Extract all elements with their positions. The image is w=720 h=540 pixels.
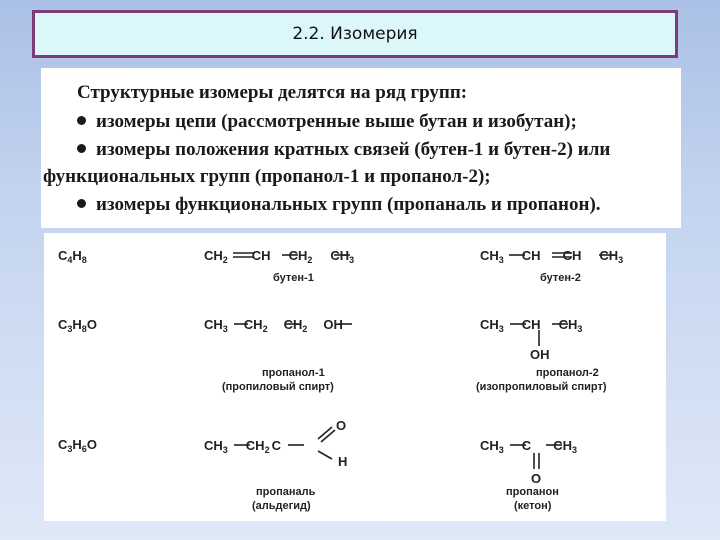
propanal-oxygen: O bbox=[336, 418, 347, 433]
propanal-trivial-name: (альдегид) bbox=[252, 500, 311, 512]
text-panel bbox=[41, 68, 681, 228]
formula-row2: $C_3H_8O$ bbox=[58, 317, 97, 334]
propanone-structure: $CH_3$ C $CH_3$ bbox=[480, 438, 577, 455]
bullet-item-functional bbox=[77, 194, 601, 216]
propanone-name: пропанон bbox=[506, 486, 559, 498]
formula-row1: $C_4H_8$ bbox=[58, 248, 87, 265]
butene1-name: бутен-1 bbox=[273, 272, 314, 284]
propanol2-trivial-name: (изопропиловый спирт) bbox=[476, 381, 607, 393]
propanal-hydrogen: H bbox=[338, 454, 348, 469]
butene2-structure: $CH_3$ CH CH $CH_3$ bbox=[480, 248, 624, 265]
propanol2-oh-group: OH bbox=[530, 347, 550, 362]
propanol1-name: пропанол-1 bbox=[262, 367, 325, 379]
isomers-figure bbox=[44, 233, 666, 521]
bullet-icon bbox=[77, 199, 86, 208]
propanone-trivial-name: (кетон) bbox=[514, 500, 552, 512]
propanal-structure: $CH_3$ $CH_2$ C bbox=[204, 438, 281, 455]
bullet-text: изомеры положения кратных связей (бутен-1 и бутен-2) или bbox=[96, 139, 611, 160]
butene2-name: бутен-2 bbox=[540, 272, 581, 284]
bullet-item-position bbox=[77, 139, 610, 161]
propanol1-structure: $CH_3$ $CH_2$ $CH_2$ OH bbox=[204, 317, 343, 334]
bullet-text: изомеры цепи (рассмотренные выше бутан и изобутан); bbox=[96, 111, 577, 132]
bullet-icon bbox=[77, 144, 86, 153]
isomers-diagram bbox=[44, 233, 666, 521]
slide-title: 2.2. Изомерия bbox=[292, 24, 418, 44]
butene1-structure: $CH_2$ CH $CH_2$ $CH_3$ bbox=[204, 248, 355, 265]
propanal-name: пропаналь bbox=[256, 486, 316, 498]
propanol2-name: пропанол-2 bbox=[536, 367, 599, 379]
bullet-continuation: функциональных групп (пропанол-1 и пропанол-2); bbox=[43, 166, 491, 187]
propanone-oxygen: O bbox=[531, 471, 542, 486]
intro-text: Структурные изомеры делятся на ряд групп: bbox=[77, 82, 468, 103]
formula-row3: $C_3H_6O$ bbox=[58, 437, 97, 454]
slide-title-box bbox=[32, 10, 678, 58]
bullet-icon bbox=[77, 116, 86, 125]
bullet-text: изомеры функциональных групп (пропаналь и пропанон). bbox=[96, 194, 601, 215]
propanol2-structure: $CH_3$ CH $CH_3$ bbox=[480, 317, 583, 334]
propanol1-trivial-name: (пропиловый спирт) bbox=[222, 381, 334, 393]
bullet-item-chain bbox=[77, 111, 577, 133]
